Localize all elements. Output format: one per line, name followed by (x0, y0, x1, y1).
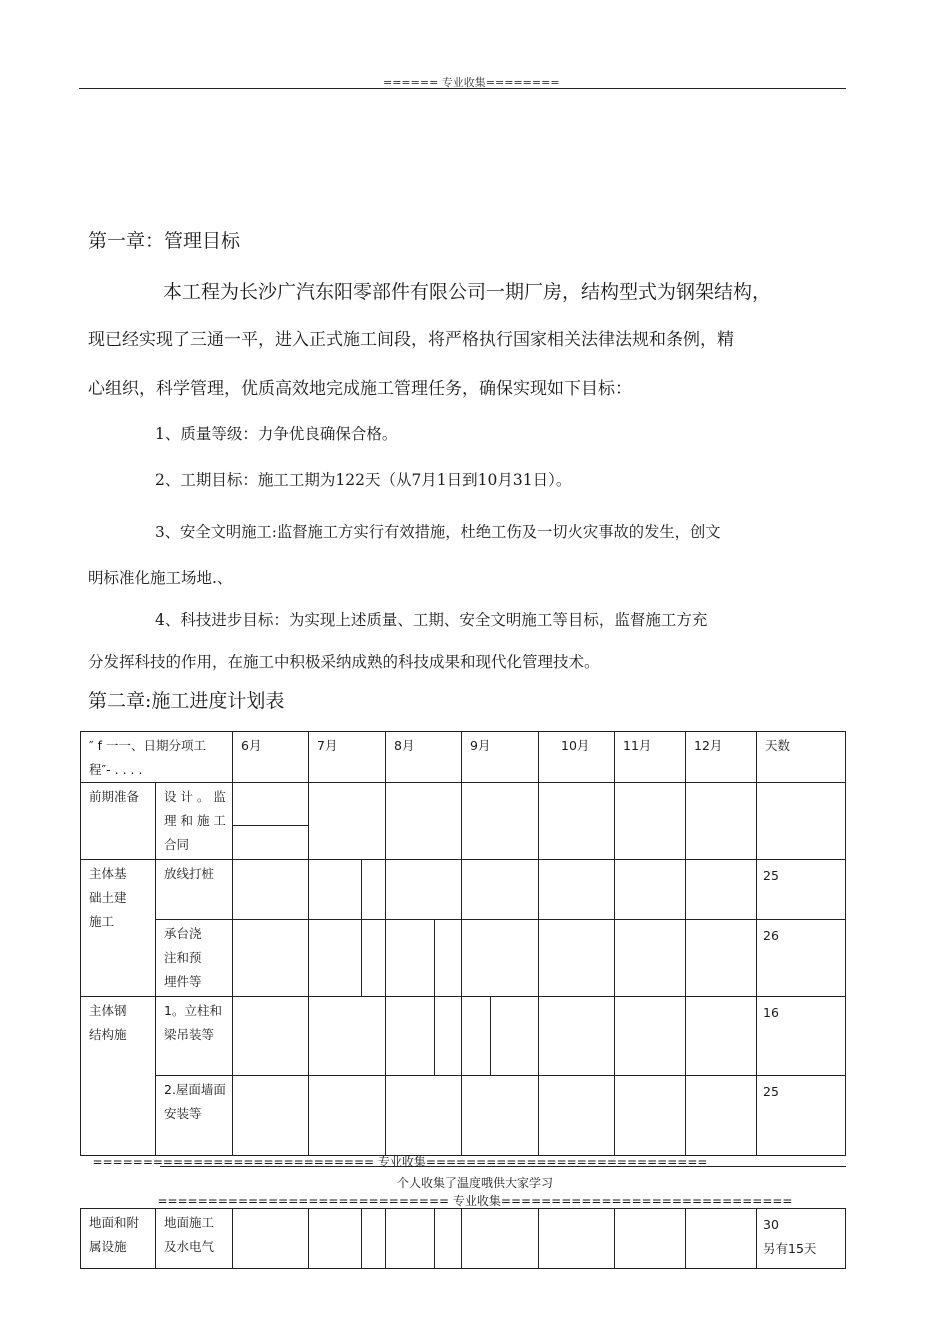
gantt-cell (386, 1076, 462, 1156)
row-days: 25 (757, 860, 846, 920)
row-task: 承台浇 注和预 埋件等 (156, 920, 233, 997)
table-row (81, 1076, 846, 1156)
row-days: 30 另有15天 (757, 1209, 846, 1269)
next-page-collect-line: ============================= 专业收集============================= (157, 1194, 793, 1208)
gantt-cell (233, 1209, 309, 1269)
gantt-cell (686, 997, 757, 1076)
row-category: 主体基 础土建 施工 (81, 860, 156, 997)
gantt-cell (462, 1209, 539, 1269)
gantt-cell (233, 920, 309, 997)
gantt-cell (539, 783, 615, 860)
gantt-cell (386, 920, 462, 997)
schedule-table-continued (80, 1208, 846, 1269)
gantt-cell (462, 783, 539, 860)
days-header: 天数 (757, 732, 846, 783)
month-11: 11月 (615, 732, 686, 783)
gantt-cell (233, 860, 309, 920)
table-row (81, 1209, 846, 1269)
gantt-cell (686, 860, 757, 920)
goal-safety-cont: 明标准化施工场地.、 (88, 569, 233, 587)
gantt-cell (309, 1209, 386, 1269)
goal-schedule: 2、工期目标：施工工期为122天（从7月1日到10月31日）。 (155, 471, 572, 489)
chapter1-para-line1: 本工程为长沙广汽东阳零部件有限公司一期厂房，结构型式为钢架结构， (163, 281, 772, 303)
goal-safety: 3、安全文明施工:监督施工方实行有效措施，杜绝工伤及一切火灾事故的发生，创文 (155, 523, 721, 541)
gantt-cell (462, 860, 539, 920)
gantt-cell (615, 997, 686, 1076)
gantt-cell (686, 920, 757, 997)
row-days: 25 (757, 1076, 846, 1156)
chapter1-title: 第一章：管理目标 (88, 230, 241, 252)
gantt-cell (615, 1076, 686, 1156)
gantt-cell (233, 997, 309, 1076)
schedule-table (80, 731, 846, 1156)
gantt-cell (539, 1209, 615, 1269)
gantt-cell (309, 783, 386, 860)
gantt-cell (386, 1209, 462, 1269)
gantt-cell (539, 997, 615, 1076)
gantt-cell (386, 783, 462, 860)
table-row (81, 997, 846, 1076)
header-rule (79, 88, 846, 89)
row-task: 地面施工 及水电气 (156, 1209, 233, 1269)
gantt-cell (686, 783, 757, 860)
row-task: 放线打桩 (156, 860, 233, 920)
table-header-row (81, 732, 846, 783)
month-8: 8月 (386, 732, 462, 783)
gantt-cell (233, 1076, 309, 1156)
gantt-cell (386, 997, 462, 1076)
month-12: 12月 (686, 732, 757, 783)
row-days: 16 (757, 997, 846, 1076)
row-category: 前期准备 (81, 783, 156, 860)
gantt-cell (462, 1076, 539, 1156)
gantt-cell (309, 860, 386, 920)
goal-quality: 1、质量等级：力争优良确保合格。 (155, 425, 398, 443)
gantt-cell (462, 997, 539, 1076)
gantt-cell (309, 920, 386, 997)
header-date-task-cell: ″ f 一一、日期分项工 程″- . . . . (81, 732, 233, 783)
row-days: 26 (757, 920, 846, 997)
row-category: 地面和附 属设施 (81, 1209, 156, 1269)
row-days (757, 783, 846, 860)
goal-technology-cont: 分发挥科技的作用，在施工中积极采纳成熟的科技成果和现代化管理技术。 (88, 653, 600, 671)
footer-rule (160, 1166, 846, 1167)
chapter2-title: 第二章:施工进度计划表 (88, 690, 285, 712)
table-row (81, 920, 846, 997)
gantt-cell (539, 860, 615, 920)
month-6: 6月 (233, 732, 309, 783)
page-header: ====== 专业收集======== (383, 76, 560, 89)
table-row (81, 860, 846, 920)
month-7: 7月 (309, 732, 386, 783)
row-task: 1。立柱和 梁吊装等 (156, 997, 233, 1076)
row-category: 主体钢 结构施 (81, 997, 156, 1156)
gantt-cell (462, 920, 539, 997)
goal-technology: 4、科技进步目标：为实现上述质量、工期、安全文明施工等目标，监督施工方充 (155, 611, 708, 629)
gantt-cell (309, 997, 386, 1076)
gantt-cell (615, 783, 686, 860)
table-row (81, 783, 846, 860)
month-9: 9月 (462, 732, 539, 783)
footer-note: 个人收集了温度哦供大家学习 (396, 1176, 553, 1190)
month-10: 10月 (539, 732, 615, 783)
row-task: 设 计 。 监 理 和 施 工 合同 (156, 783, 233, 860)
gantt-cell (615, 1209, 686, 1269)
gantt-cell (615, 920, 686, 997)
gantt-cell (386, 860, 462, 920)
gantt-cell (686, 1076, 757, 1156)
gantt-cell (539, 920, 615, 997)
chapter1-para-line2: 现已经实现了三通一平，进入正式施工间段，将严格执行国家相关法律法规和条例，精 (88, 330, 734, 350)
gantt-cell (539, 1076, 615, 1156)
gantt-cell (309, 1076, 386, 1156)
gantt-cell (686, 1209, 757, 1269)
chapter1-para-line3: 心组织，科学管理，优质高效地完成施工管理任务，确保实现如下目标： (88, 379, 632, 399)
row-task: 2.屋面墙面 安装等 (156, 1076, 233, 1156)
footer-collect-line: ============================ 专业收集============================ (92, 1155, 708, 1169)
gantt-cell (233, 783, 309, 860)
gantt-cell (615, 860, 686, 920)
